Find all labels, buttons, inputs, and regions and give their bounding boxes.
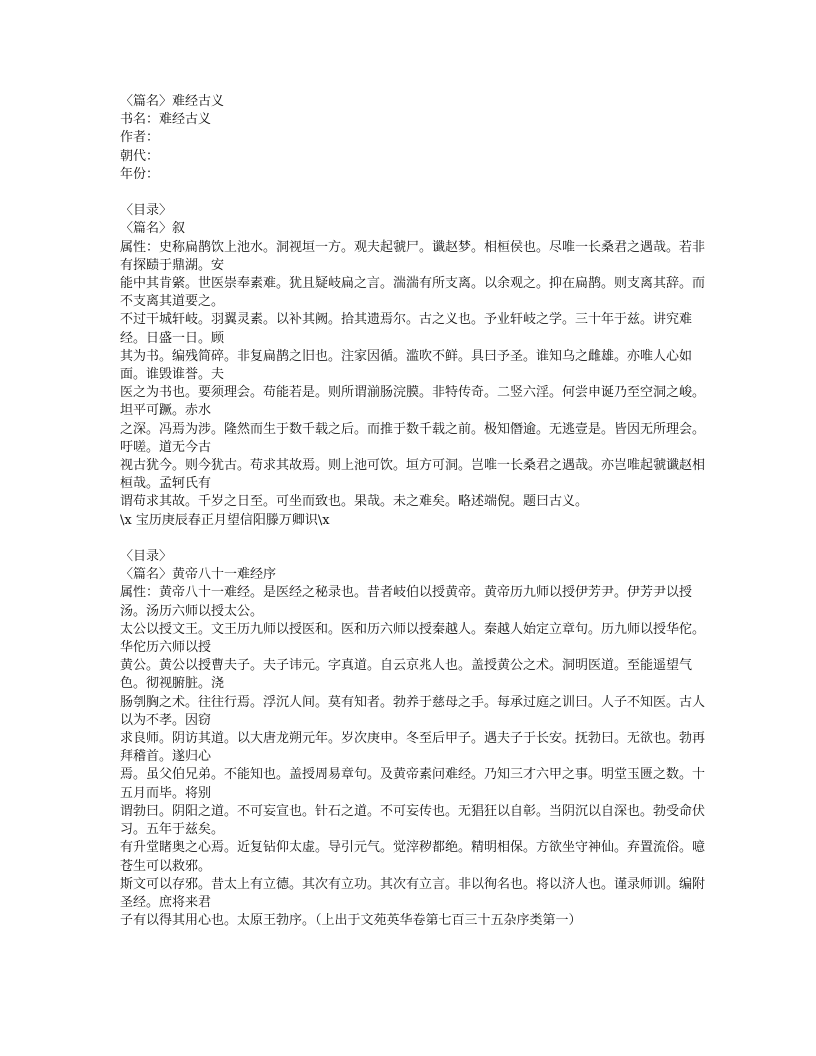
paragraph-line: 之深。冯焉为涉。隆然而生于数千载之后。而推于数千载之前。极知僭逾。无逃壹是。皆因无所理会。吁嗟。道无今古 [120,421,706,455]
spacer [120,530,716,548]
paragraph-line: 视古犹今。则今犹古。苟求其故焉。则上池可饮。垣方可洞。岂唯一长桑君之遇哉。亦岂唯起虢谶赵相桓哉。孟轲氏有 [120,458,706,492]
paragraph-line: 其为书。编残简碎。非复扁鹊之旧也。注家因循。滥吹不鲜。具曰予圣。谁知乌之雌雄。亦唯人心如面。谁毁谁誉。夫 [120,348,693,383]
paragraph-line: 医之为书也。要须理会。苟能若是。则所谓湔肠浣膜。非特传奇。二竖六淫。何尝申诞乃至空洞之峻。坦平可蹶。赤水 [120,385,706,419]
paragraph-line: 有升堂睹奥之心焉。近复钻仰太虚。导引元气。觉滓秽都绝。精明相保。方欲坐守神仙。弃置流俗。噫苍生可以救邪。 [120,840,706,874]
paragraph-line: 能中其肯綮。世医崇奉素难。犹且疑岐扁之言。湍湍有所支离。以余观之。抑在扁鹊。则支离其辞。而不支离其道要之。 [120,276,706,310]
toc-label: 〈目录〉 [120,549,173,565]
paragraph-line: 黄公。黄公以授曹夫子。夫子讳元。字真道。自云京兆人也。盖授黄公之术。洞明医道。至能遥望气色。彻视腑脏。浇 [120,658,693,692]
paragraph-line: 子有以得其用心也。太原王勃序。（上出于文苑英华卷第七百三十五杂序类第一） [120,913,582,929]
year-line: 年份： [120,166,160,182]
dynasty-line: 朝代： [120,148,160,164]
author-line: 作者： [120,130,160,146]
spacer [120,184,716,202]
paragraph-line: 谓苟求其故。千岁之日至。可坐而致也。果哉。未之难矣。略述端倪。题曰古义。 [120,494,589,510]
signature-line: \x 宝历庚辰春正月望信阳滕万卿识\x [120,512,330,528]
paragraph-line: 肠刳胸之术。往往行焉。浮沉人间。莫有知者。勃养于慈母之手。每承过庭之训曰。人子不知医。古人以为不孝。因窃 [120,694,706,728]
paragraph-line: 焉。虽父伯兄弟。不能知也。盖授周易章句。及黄帝素问难经。乃知三才六甲之事。明堂玉匮之数。十五月而毕。将别 [120,767,706,801]
paragraph-line: 谓勃曰。阴阳之道。不可妄宣也。针石之道。不可妄传也。无猖狂以自彰。当阴沉以自深也。勃受命伏习。五年于兹矣。 [120,803,706,838]
book-name-line: 书名：难经古义 [120,112,212,128]
document-page [120,93,716,930]
paragraph-line: 不过干城轩岐。羽翼灵素。以补其阙。拾其遗焉尔。古之义也。予业轩岐之学。三十年于兹。讲究难经。日盛一日。顾 [120,312,693,346]
section-title: 〈篇名〉叙 [120,221,186,237]
paragraph-line: 属性：黄帝八十一难经。是医经之秘录也。昔者岐伯以授黄帝。黄帝历九师以授伊芳尹。伊芳尹以授汤。汤历六师以授太公。 [120,585,693,619]
paragraph-line: 求良师。阴访其道。以大唐龙朔元年。岁次庚申。冬至后甲子。遇夫子于长安。抚勃曰。无欲也。勃再拜稽首。遂归心 [120,731,706,765]
section-title: 〈篇名〉黄帝八十一难经序 [120,567,277,583]
toc-label: 〈目录〉 [120,203,173,219]
document-title: 〈篇名〉难经古义 [120,94,225,109]
paragraph-line: 斯文可以存邪。昔太上有立德。其次有立功。其次有立言。非以徇名也。将以济人也。谨录师训。编附圣经。庶将来君 [120,876,706,910]
paragraph-line: 太公以授文王。文王历九师以授医和。医和历六师以授秦越人。秦越人始定立章句。历九师以授华佗。华佗历六师以授 [120,621,706,656]
paragraph-line: 属性：史称扁鹊饮上池水。洞视垣一方。观夫起虢尸。谶赵梦。相桓侯也。尽唯一长桑君之遇哉。若非有探赜于鼎湖。安 [120,239,706,273]
